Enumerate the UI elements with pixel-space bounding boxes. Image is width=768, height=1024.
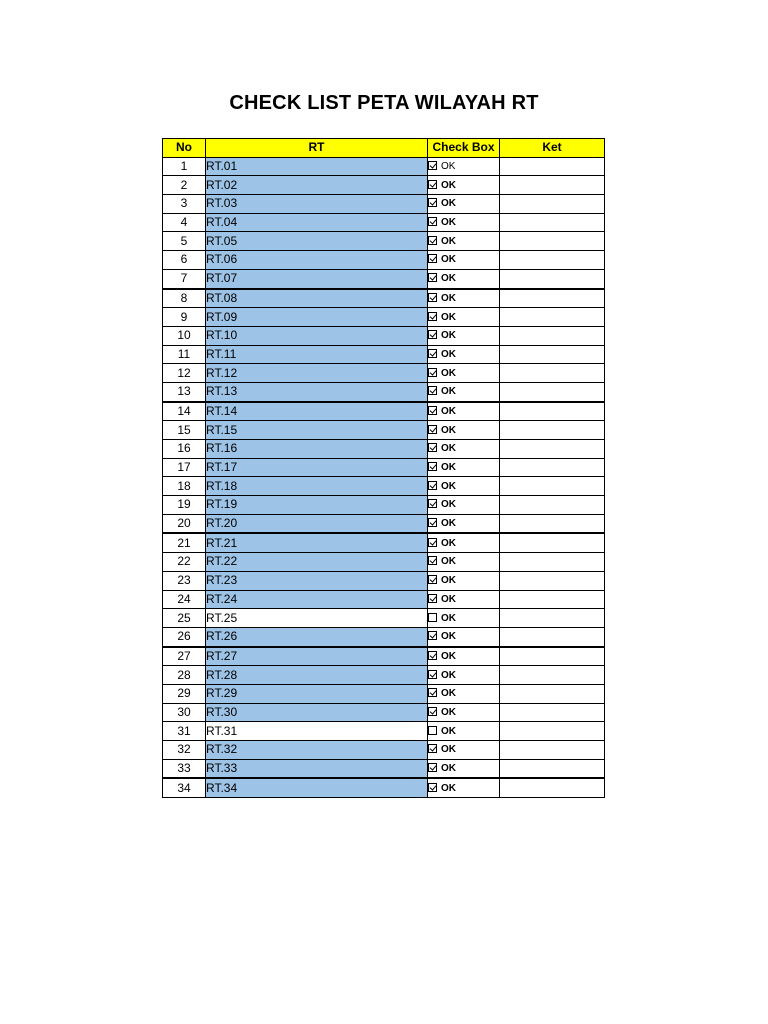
check-box-cell <box>428 647 500 666</box>
checkbox-checked-icon[interactable] <box>428 425 437 434</box>
ket-cell[interactable] <box>500 195 605 214</box>
check-box-cell <box>428 157 500 176</box>
row-number: 17 <box>163 458 206 477</box>
row-number: 15 <box>163 421 206 440</box>
ket-cell[interactable] <box>500 778 605 797</box>
checkbox-checked-icon[interactable] <box>428 368 437 377</box>
ket-cell[interactable] <box>500 232 605 251</box>
checkbox-checked-icon[interactable] <box>428 236 437 245</box>
table-row <box>163 590 605 609</box>
checkbox-unchecked-icon[interactable] <box>428 726 437 735</box>
checkbox-checked-icon[interactable] <box>428 254 437 263</box>
check-box-label: OK <box>441 575 456 587</box>
rt-cell[interactable]: RT.20 <box>206 514 428 533</box>
check-box-cell <box>428 666 500 685</box>
rt-cell[interactable]: RT.11 <box>206 345 428 364</box>
rt-cell[interactable]: RT.10 <box>206 326 428 345</box>
rt-cell[interactable]: RT.02 <box>206 176 428 195</box>
row-number: 20 <box>163 514 206 533</box>
check-box-cell <box>428 722 500 741</box>
checkbox-unchecked-icon[interactable] <box>428 613 437 622</box>
check-box-label: OK <box>441 292 456 304</box>
check-box-cell <box>428 609 500 628</box>
checkbox-checked-icon[interactable] <box>428 518 437 527</box>
rt-cell[interactable]: RT.23 <box>206 571 428 590</box>
rt-cell[interactable]: RT.21 <box>206 533 428 552</box>
header-no: No <box>163 139 206 158</box>
row-number: 25 <box>163 609 206 628</box>
ket-cell[interactable] <box>500 722 605 741</box>
row-number: 11 <box>163 345 206 364</box>
ket-cell[interactable] <box>500 213 605 232</box>
table-row <box>163 364 605 383</box>
row-number: 10 <box>163 326 206 345</box>
check-box-cell <box>428 571 500 590</box>
checkbox-checked-icon[interactable] <box>428 556 437 565</box>
rt-cell[interactable]: RT.32 <box>206 741 428 760</box>
ket-cell[interactable] <box>500 382 605 401</box>
rt-cell[interactable]: RT.05 <box>206 232 428 251</box>
table-row <box>163 289 605 308</box>
row-number: 24 <box>163 590 206 609</box>
rt-cell[interactable]: RT.01 <box>206 157 428 176</box>
rt-cell[interactable]: RT.24 <box>206 590 428 609</box>
ket-cell[interactable] <box>500 402 605 421</box>
check-box-cell <box>428 496 500 515</box>
table-row <box>163 477 605 496</box>
check-box-label: OK <box>441 763 456 775</box>
checkbox-checked-icon[interactable] <box>428 744 437 753</box>
check-box-label: OK <box>441 424 456 436</box>
table-row <box>163 251 605 270</box>
rt-cell[interactable]: RT.18 <box>206 477 428 496</box>
check-box-label: OK <box>441 537 456 549</box>
table-row <box>163 382 605 401</box>
row-number: 32 <box>163 741 206 760</box>
rt-cell[interactable]: RT.27 <box>206 647 428 666</box>
table-row <box>163 722 605 741</box>
check-box-cell <box>428 627 500 646</box>
ket-cell[interactable] <box>500 345 605 364</box>
row-number: 6 <box>163 251 206 270</box>
rt-cell[interactable]: RT.03 <box>206 195 428 214</box>
rt-cell[interactable]: RT.04 <box>206 213 428 232</box>
row-number: 23 <box>163 571 206 590</box>
check-box-label: OK <box>441 273 456 285</box>
check-box-label: OK <box>441 386 456 398</box>
table-row <box>163 213 605 232</box>
table-row <box>163 421 605 440</box>
check-box-cell <box>428 421 500 440</box>
table-row <box>163 176 605 195</box>
checkbox-checked-icon[interactable] <box>428 462 437 471</box>
ket-cell[interactable] <box>500 759 605 778</box>
check-box-cell <box>428 345 500 364</box>
checkbox-checked-icon[interactable] <box>428 670 437 679</box>
check-box-cell <box>428 458 500 477</box>
check-box-label: OK <box>441 688 456 700</box>
checklist-table <box>162 138 605 798</box>
table-row <box>163 232 605 251</box>
rt-cell[interactable]: RT.29 <box>206 684 428 703</box>
check-box-label: OK <box>441 179 456 191</box>
checkbox-checked-icon[interactable] <box>428 783 437 792</box>
ket-cell[interactable] <box>500 440 605 459</box>
table-row <box>163 440 605 459</box>
check-box-cell <box>428 176 500 195</box>
ket-cell[interactable] <box>500 477 605 496</box>
check-box-cell <box>428 289 500 308</box>
row-number: 14 <box>163 402 206 421</box>
checkbox-checked-icon[interactable] <box>428 386 437 395</box>
ket-cell[interactable] <box>500 308 605 327</box>
checkbox-checked-icon[interactable] <box>428 273 437 282</box>
rt-cell[interactable]: RT.19 <box>206 496 428 515</box>
ket-cell[interactable] <box>500 269 605 288</box>
ket-cell[interactable] <box>500 590 605 609</box>
table-row <box>163 778 605 797</box>
row-number: 3 <box>163 195 206 214</box>
row-number: 26 <box>163 627 206 646</box>
table-row <box>163 703 605 722</box>
row-number: 27 <box>163 647 206 666</box>
check-box-cell <box>428 440 500 459</box>
check-box-label: OK <box>441 217 456 229</box>
rt-cell[interactable]: RT.33 <box>206 759 428 778</box>
ket-cell[interactable] <box>500 176 605 195</box>
table-row <box>163 496 605 515</box>
table-row <box>163 647 605 666</box>
table-row <box>163 627 605 646</box>
check-box-label: OK <box>441 161 456 173</box>
checkbox-checked-icon[interactable] <box>428 161 437 170</box>
rt-cell[interactable]: RT.07 <box>206 269 428 288</box>
check-box-label: OK <box>441 443 456 455</box>
checkbox-checked-icon[interactable] <box>428 406 437 415</box>
table-row <box>163 533 605 552</box>
check-box-cell <box>428 402 500 421</box>
rt-cell[interactable]: RT.30 <box>206 703 428 722</box>
row-number: 30 <box>163 703 206 722</box>
ket-cell[interactable] <box>500 326 605 345</box>
table-row <box>163 195 605 214</box>
checkbox-checked-icon[interactable] <box>428 198 437 207</box>
rt-cell[interactable]: RT.28 <box>206 666 428 685</box>
check-box-cell <box>428 269 500 288</box>
checkbox-checked-icon[interactable] <box>428 349 437 358</box>
check-box-cell <box>428 251 500 270</box>
row-number: 28 <box>163 666 206 685</box>
check-box-cell <box>428 195 500 214</box>
checkbox-checked-icon[interactable] <box>428 330 437 339</box>
check-box-cell <box>428 477 500 496</box>
check-box-label: OK <box>441 612 456 624</box>
row-number: 33 <box>163 759 206 778</box>
check-box-cell <box>428 703 500 722</box>
check-box-label: OK <box>441 254 456 266</box>
check-box-cell <box>428 759 500 778</box>
rt-cell[interactable]: RT.13 <box>206 382 428 401</box>
rt-cell[interactable]: RT.14 <box>206 402 428 421</box>
check-box-cell <box>428 533 500 552</box>
check-box-label: OK <box>441 725 456 737</box>
table-body <box>163 157 605 797</box>
row-number: 22 <box>163 553 206 572</box>
ket-cell[interactable] <box>500 496 605 515</box>
table-row <box>163 458 605 477</box>
checkbox-checked-icon[interactable] <box>428 443 437 452</box>
check-box-cell <box>428 741 500 760</box>
ket-cell[interactable] <box>500 647 605 666</box>
row-number: 2 <box>163 176 206 195</box>
check-box-label: OK <box>441 499 456 511</box>
rt-cell[interactable]: RT.12 <box>206 364 428 383</box>
check-box-cell <box>428 684 500 703</box>
row-number: 7 <box>163 269 206 288</box>
table-row <box>163 684 605 703</box>
table-row <box>163 308 605 327</box>
row-number: 18 <box>163 477 206 496</box>
row-number: 1 <box>163 157 206 176</box>
row-number: 5 <box>163 232 206 251</box>
check-box-label: OK <box>441 367 456 379</box>
row-number: 19 <box>163 496 206 515</box>
ket-cell[interactable] <box>500 609 605 628</box>
rt-cell[interactable]: RT.31 <box>206 722 428 741</box>
check-box-cell <box>428 232 500 251</box>
ket-cell[interactable] <box>500 684 605 703</box>
checkbox-checked-icon[interactable] <box>428 499 437 508</box>
checkbox-checked-icon[interactable] <box>428 651 437 660</box>
row-number: 21 <box>163 533 206 552</box>
rt-cell[interactable]: RT.06 <box>206 251 428 270</box>
check-box-label: OK <box>441 556 456 568</box>
ket-cell[interactable] <box>500 458 605 477</box>
check-box-cell <box>428 308 500 327</box>
row-number: 9 <box>163 308 206 327</box>
ket-cell[interactable] <box>500 533 605 552</box>
header-row <box>163 139 605 158</box>
table-row <box>163 741 605 760</box>
table-row <box>163 269 605 288</box>
check-box-cell <box>428 590 500 609</box>
table-row <box>163 571 605 590</box>
rt-cell[interactable]: RT.26 <box>206 627 428 646</box>
ket-cell[interactable] <box>500 364 605 383</box>
checkbox-checked-icon[interactable] <box>428 538 437 547</box>
header-check-box: Check Box <box>428 139 500 158</box>
checkbox-checked-icon[interactable] <box>428 763 437 772</box>
checkbox-checked-icon[interactable] <box>428 707 437 716</box>
check-box-label: OK <box>441 706 456 718</box>
check-box-cell <box>428 382 500 401</box>
table-row <box>163 553 605 572</box>
check-box-cell <box>428 213 500 232</box>
row-number: 34 <box>163 778 206 797</box>
row-number: 4 <box>163 213 206 232</box>
checkbox-checked-icon[interactable] <box>428 312 437 321</box>
ket-cell[interactable] <box>500 251 605 270</box>
ket-cell[interactable] <box>500 514 605 533</box>
check-box-label: OK <box>441 348 456 360</box>
rt-cell[interactable]: RT.16 <box>206 440 428 459</box>
check-box-cell <box>428 778 500 797</box>
check-box-label: OK <box>441 311 456 323</box>
check-box-label: OK <box>441 518 456 530</box>
check-box-label: OK <box>441 330 456 342</box>
ket-cell[interactable] <box>500 571 605 590</box>
check-box-cell <box>428 364 500 383</box>
check-box-label: OK <box>441 462 456 474</box>
check-box-cell <box>428 514 500 533</box>
rt-cell[interactable]: RT.09 <box>206 308 428 327</box>
ket-cell[interactable] <box>500 553 605 572</box>
check-box-label: OK <box>441 669 456 681</box>
row-number: 12 <box>163 364 206 383</box>
ket-cell[interactable] <box>500 157 605 176</box>
checkbox-checked-icon[interactable] <box>428 180 437 189</box>
table-row <box>163 402 605 421</box>
header-ket: Ket <box>500 139 605 158</box>
rt-cell[interactable]: RT.08 <box>206 289 428 308</box>
check-box-label: OK <box>441 744 456 756</box>
check-box-label: OK <box>441 405 456 417</box>
table-row <box>163 759 605 778</box>
table-row <box>163 666 605 685</box>
row-number: 8 <box>163 289 206 308</box>
check-box-label: OK <box>441 593 456 605</box>
rt-cell[interactable]: RT.15 <box>206 421 428 440</box>
table-row <box>163 609 605 628</box>
rt-cell[interactable]: RT.22 <box>206 553 428 572</box>
check-box-cell <box>428 553 500 572</box>
header-rt: RT <box>206 139 428 158</box>
check-box-label: OK <box>441 480 456 492</box>
row-number: 29 <box>163 684 206 703</box>
checkbox-checked-icon[interactable] <box>428 688 437 697</box>
check-box-label: OK <box>441 198 456 210</box>
row-number: 31 <box>163 722 206 741</box>
ket-cell[interactable] <box>500 703 605 722</box>
table-row <box>163 345 605 364</box>
ket-cell[interactable] <box>500 627 605 646</box>
check-box-label: OK <box>441 782 456 794</box>
ket-cell[interactable] <box>500 666 605 685</box>
rt-cell[interactable]: RT.34 <box>206 778 428 797</box>
checkbox-checked-icon[interactable] <box>428 293 437 302</box>
checkbox-checked-icon[interactable] <box>428 481 437 490</box>
table-row <box>163 157 605 176</box>
checkbox-checked-icon[interactable] <box>428 594 437 603</box>
check-box-cell <box>428 326 500 345</box>
check-box-label: OK <box>441 650 456 662</box>
checkbox-checked-icon[interactable] <box>428 575 437 584</box>
rt-cell[interactable]: RT.17 <box>206 458 428 477</box>
rt-cell[interactable]: RT.25 <box>206 609 428 628</box>
row-number: 16 <box>163 440 206 459</box>
page-title: CHECK LIST PETA WILAYAH RT <box>229 92 539 114</box>
row-number: 13 <box>163 382 206 401</box>
checkbox-checked-icon[interactable] <box>428 217 437 226</box>
check-box-label: OK <box>441 235 456 247</box>
checkbox-checked-icon[interactable] <box>428 631 437 640</box>
check-box-label: OK <box>441 631 456 643</box>
ket-cell[interactable] <box>500 289 605 308</box>
ket-cell[interactable] <box>500 421 605 440</box>
table-row <box>163 326 605 345</box>
ket-cell[interactable] <box>500 741 605 760</box>
table-row <box>163 514 605 533</box>
